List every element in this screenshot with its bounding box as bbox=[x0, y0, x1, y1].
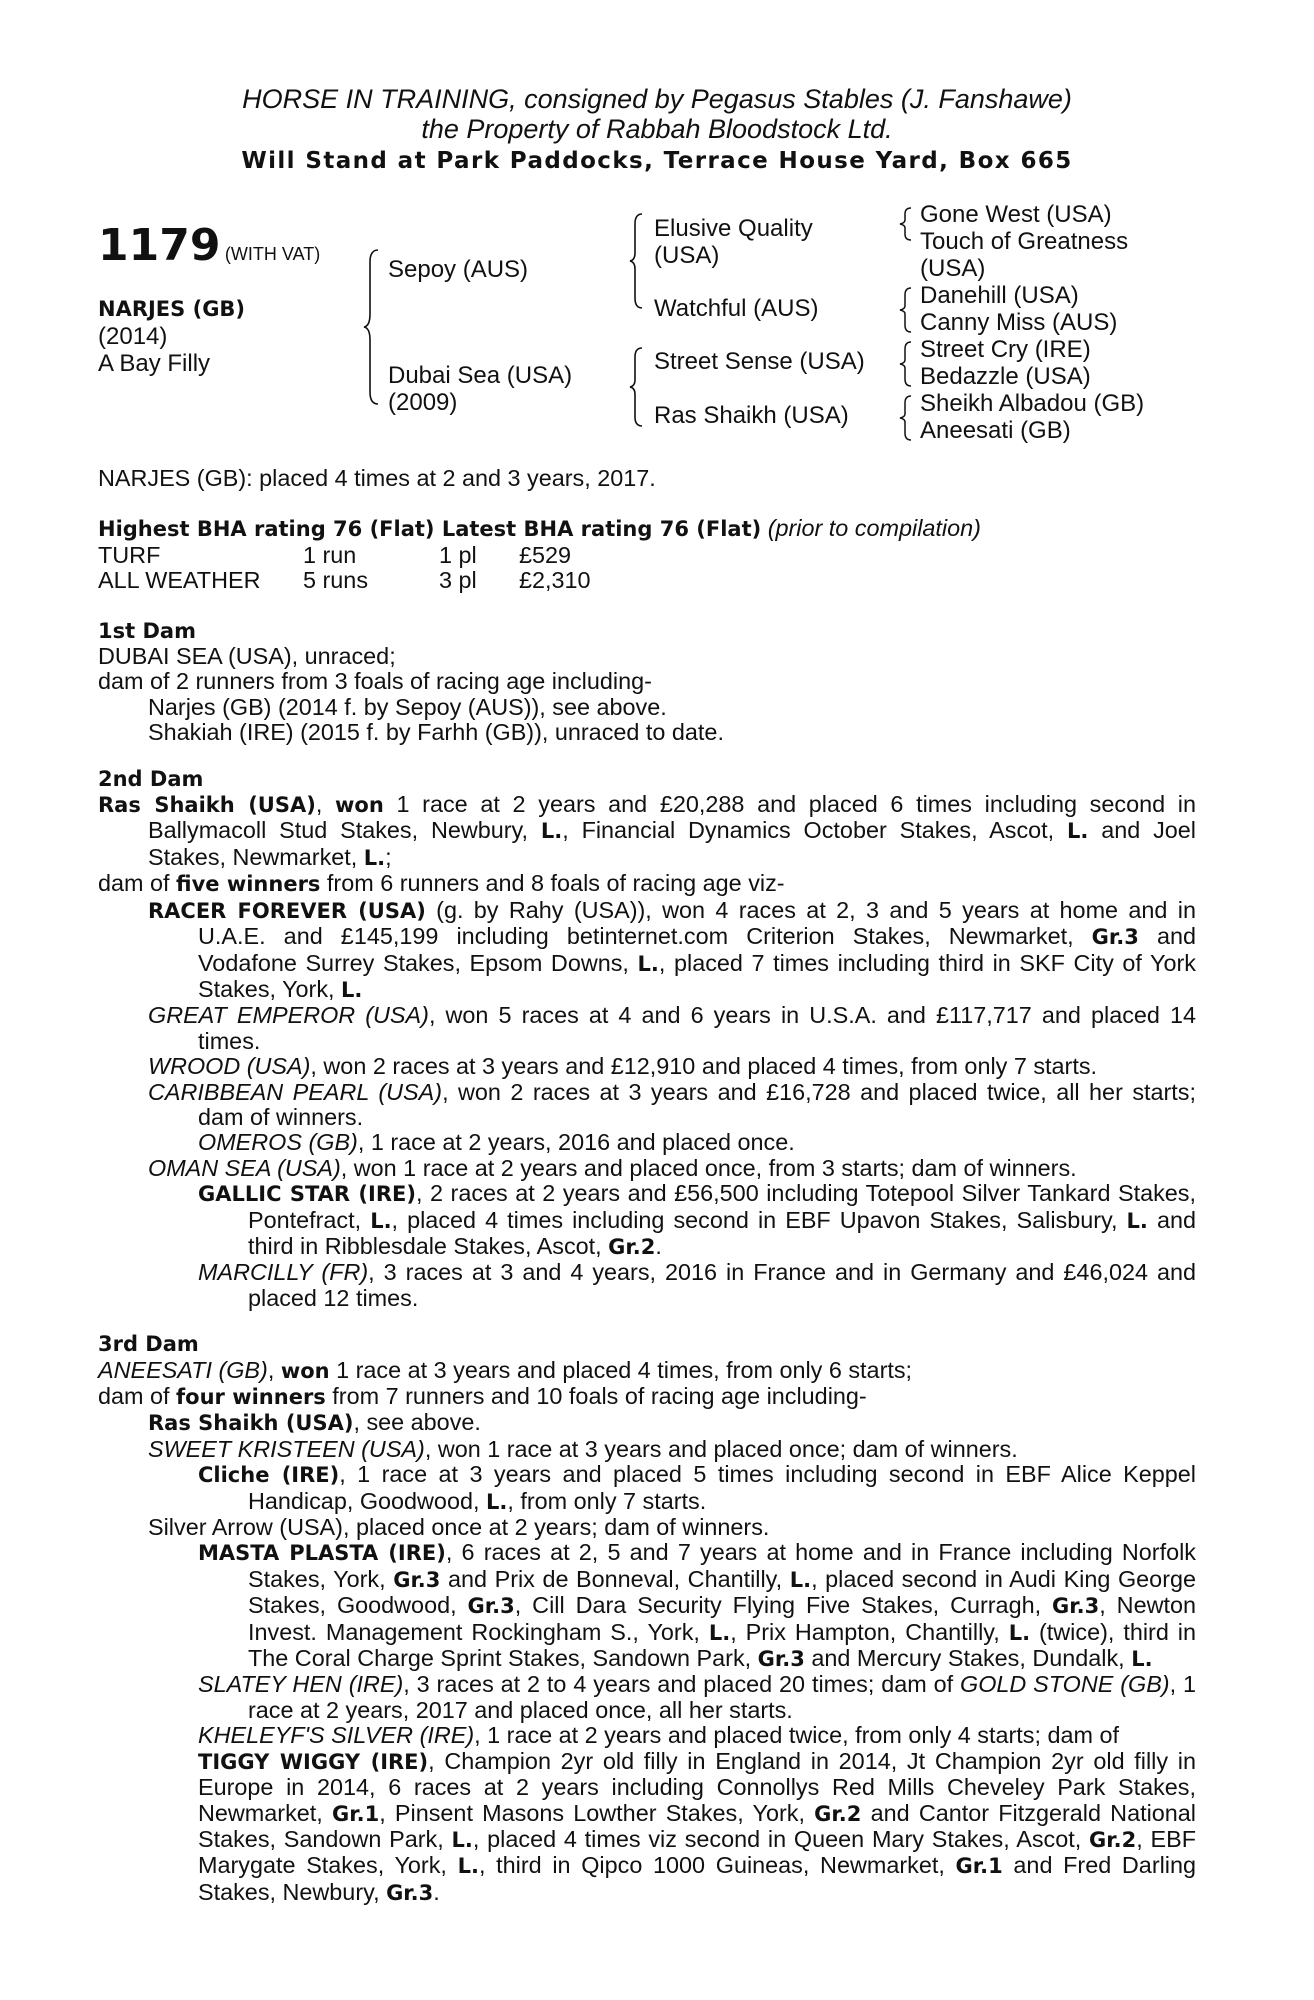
produce-marcilly: MARCILLY (FR), 3 races at 3 and 4 years, 2016 in France and in Germany and £46,024 and placed 12 times. bbox=[198, 1259, 1196, 1311]
sire-sire-name: Elusive Quality bbox=[654, 215, 813, 242]
produce-masta-plasta: MASTA PLASTA (IRE), 6 races at 2, 5 and 7 years at home and in France including Norfolk Stakes, York, Gr.3 and Prix de Bonneval, Chantilly, L., placed second in Audi King George Stakes, Goodwood, Gr.3, Cill Dara Security Flying Five Stakes, Curragh, Gr.3, Newton Invest. Management Rockingham S., York, L., Prix Hampton, Chantilly, L. (twice), third in The Coral Charge Sprint Stakes, Sandown Park, Gr.3 and Mercury Stakes, Dundalk, L. bbox=[198, 1539, 1196, 1672]
produce-item: Narjes (GB) (2014 f. by Sepoy (AUS)), see above. bbox=[148, 693, 667, 720]
brace-ds bbox=[898, 340, 916, 388]
second-dam-produce: dam of five winners from 6 runners and 8 foals of racing age viz- bbox=[98, 870, 785, 897]
horse-name: NARJES (GB) bbox=[98, 297, 246, 321]
stabling-line: Will Stand at Park Paddocks, Terrace House Yard, Box 665 bbox=[241, 148, 1073, 174]
sire-name: Sepoy (AUS) bbox=[388, 256, 529, 283]
sire-sire bbox=[654, 215, 813, 269]
brace-sd bbox=[898, 286, 916, 334]
dd-sire: Sheikh Albadou (GB) bbox=[920, 390, 1145, 417]
race-summary: NARJES (GB): placed 4 times at 2 and 3 years, 2017. bbox=[98, 465, 656, 491]
earnings: £529 bbox=[519, 541, 572, 568]
rating-text: Highest BHA rating 76 (Flat) Latest BHA rating 76 (Flat) bbox=[98, 517, 762, 542]
lot-number: 1179 bbox=[98, 220, 221, 271]
surface: ALL WEATHER bbox=[98, 567, 261, 594]
consignor-line: HORSE IN TRAINING, consigned by Pegasus Stables (J. Fanshawe) bbox=[242, 84, 1072, 114]
earnings: £2,310 bbox=[519, 567, 591, 594]
dd-dam: Aneesati (GB) bbox=[920, 417, 1071, 444]
produce-tiggy-wiggy: TIGGY WIGGY (IRE), Champion 2yr old filly in England in 2014, Jt Champion 2yr old filly in Europe in 2014, 6 races at 2 years including Connollys Red Mills Cheveley Park Stakes, Newmarket, Gr.1, Pinsent Masons Lowther Stakes, York, Gr.2 and Cantor Fitzgerald National Stakes, Sandown Park, L., placed 4 times viz second in Queen Mary Stakes, Ascot, Gr.2, EBF Marygate Stakes, York, L., third in Qipco 1000 Guineas, Newmarket, Gr.1 and Fred Darling Stakes, Newbury, Gr.3. bbox=[198, 1747, 1197, 1905]
produce-caribbean-pearl: CARIBBEAN PEARL (USA), won 2 races at 3 years and £16,728 and placed twice, all her starts; dam of winners. bbox=[148, 1078, 1196, 1130]
rating-note: (prior to compilation) bbox=[767, 515, 981, 542]
dam-sire: Street Sense (USA) bbox=[654, 348, 865, 375]
lot-header bbox=[0, 84, 1314, 178]
pedigree-brace-dam bbox=[628, 346, 648, 428]
produce-ras-shaikh: Ras Shaikh (USA), see above. bbox=[148, 1409, 481, 1436]
produce-wrood: WROOD (USA), won 2 races at 3 years and £12,910 and placed 4 times, from only 7 starts. bbox=[148, 1053, 1098, 1080]
produce-silver-arrow: Silver Arrow (USA), placed once at 2 years; dam of winners. bbox=[148, 1514, 770, 1541]
horse-description: A Bay Filly bbox=[98, 350, 211, 377]
pedigree-brace-sire bbox=[628, 212, 648, 310]
lot-number-block bbox=[98, 222, 320, 270]
owner-line: the Property of Rabbah Bloodstock Ltd. bbox=[421, 114, 893, 144]
catalogue-body bbox=[98, 466, 1196, 1906]
produce-omeros: OMEROS (GB), 1 race at 2 years, 2016 and placed once. bbox=[198, 1129, 795, 1156]
foaling-year: (2014) bbox=[98, 323, 168, 350]
first-dam-produce: dam of 2 runners from 3 foals of racing age including- bbox=[98, 668, 652, 695]
brace-ss bbox=[898, 206, 916, 242]
produce-sweet-kristeen: SWEET KRISTEEN (USA), won 1 race at 3 years and placed once; dam of winners. bbox=[148, 1435, 1018, 1462]
sd-dam: Canny Miss (AUS) bbox=[920, 309, 1118, 336]
ss-dam-name: Touch of Greatness bbox=[920, 228, 1129, 255]
sire-dam: Watchful (AUS) bbox=[654, 295, 819, 322]
second-dam-record: Ras Shaikh (USA), won 1 race at 2 years and £20,288 and placed 6 times including second in Ballymacoll Stud Stakes, Newbury, L., Financial Dynamics October Stakes, Ascot, L. and Joel Stakes, Newmarket, L.; bbox=[98, 791, 1196, 870]
produce-kheleyfs-silver: KHELEYF'S SILVER (IRE), 1 race at 2 years and placed twice, from only 4 starts; dam of bbox=[198, 1722, 1119, 1749]
second-dam-heading: 2nd Dam bbox=[98, 766, 204, 791]
produce-cliche: Cliche (IRE), 1 race at 3 years and placed 5 times including second in EBF Alice Keppel Handicap, Goodwood, L., from only 7 starts. bbox=[198, 1461, 1196, 1514]
placings: 1 pl bbox=[439, 541, 477, 568]
ss-dam bbox=[920, 228, 1128, 282]
third-dam-heading: 3rd Dam bbox=[98, 1332, 199, 1357]
first-dam-heading: 1st Dam bbox=[98, 618, 196, 643]
dam-dam: Ras Shaikh (USA) bbox=[654, 402, 849, 429]
vat-note: (WITH VAT) bbox=[224, 244, 321, 264]
brace-dd bbox=[898, 394, 916, 442]
dam-year: (2009) bbox=[388, 389, 458, 416]
ds-sire: Street Cry (IRE) bbox=[920, 336, 1091, 363]
ss-sire: Gone West (USA) bbox=[920, 201, 1112, 228]
produce-gallic-star: GALLIC STAR (IRE), 2 races at 2 years and £56,500 including Totepool Silver Tankard Stakes, Pontefract, L., placed 4 times including second in EBF Upavon Stakes, Salisbury, L. and third in Ribblesdale Stakes, Ascot, Gr.2. bbox=[198, 1180, 1197, 1259]
dam-name: Dubai Sea (USA) bbox=[388, 362, 573, 389]
produce-great-emperor: GREAT EMPEROR (USA), won 5 races at 4 and 6 years in U.S.A. and £117,717 and placed 14 times. bbox=[148, 1002, 1196, 1054]
pedigree-brace-main bbox=[362, 248, 384, 406]
produce-racer-forever: RACER FOREVER (USA) (g. by Rahy (USA)), won 4 races at 2, 3 and 5 years at home and in U.A.E. and £145,199 including betinternet.com Criterion Stakes, Newmarket, Gr.3 and Vodafone Surrey Stakes, Epsom Downs, L., placed 7 times including third in SKF City of York Stakes, York, L. bbox=[148, 896, 1197, 1002]
third-dam-record: ANEESATI (GB), won 1 race at 3 years and placed 4 times, from only 6 starts; bbox=[98, 1356, 913, 1383]
bha-rating bbox=[98, 516, 1196, 542]
sire-sire-country: (USA) bbox=[654, 242, 720, 269]
placings: 3 pl bbox=[439, 567, 477, 594]
ratings-row-turf bbox=[98, 543, 1196, 568]
surface: TURF bbox=[98, 541, 161, 568]
produce-slatey-hen: SLATEY HEN (IRE), 3 races at 2 to 4 years and placed 20 times; dam of GOLD STONE (GB), 1 race at 2 years, 2017 and placed once, all her starts. bbox=[198, 1671, 1196, 1723]
sd-sire: Danehill (USA) bbox=[920, 282, 1079, 309]
produce-item: Shakiah (IRE) (2015 f. by Farhh (GB)), unraced to date. bbox=[148, 719, 724, 746]
ratings-row-aw bbox=[98, 568, 1196, 593]
first-dam-line: DUBAI SEA (USA), unraced; bbox=[98, 643, 396, 670]
ss-dam-country: (USA) bbox=[920, 255, 986, 282]
produce-oman-sea: OMAN SEA (USA), won 1 race at 2 years and placed once, from 3 starts; dam of winners. bbox=[148, 1154, 1077, 1181]
third-dam-produce: dam of four winners from 7 runners and 10 foals of racing age including- bbox=[98, 1383, 867, 1409]
horse-info bbox=[98, 296, 245, 377]
runs: 5 runs bbox=[303, 567, 369, 594]
runs: 1 run bbox=[303, 541, 357, 568]
ds-dam: Bedazzle (USA) bbox=[920, 363, 1091, 390]
